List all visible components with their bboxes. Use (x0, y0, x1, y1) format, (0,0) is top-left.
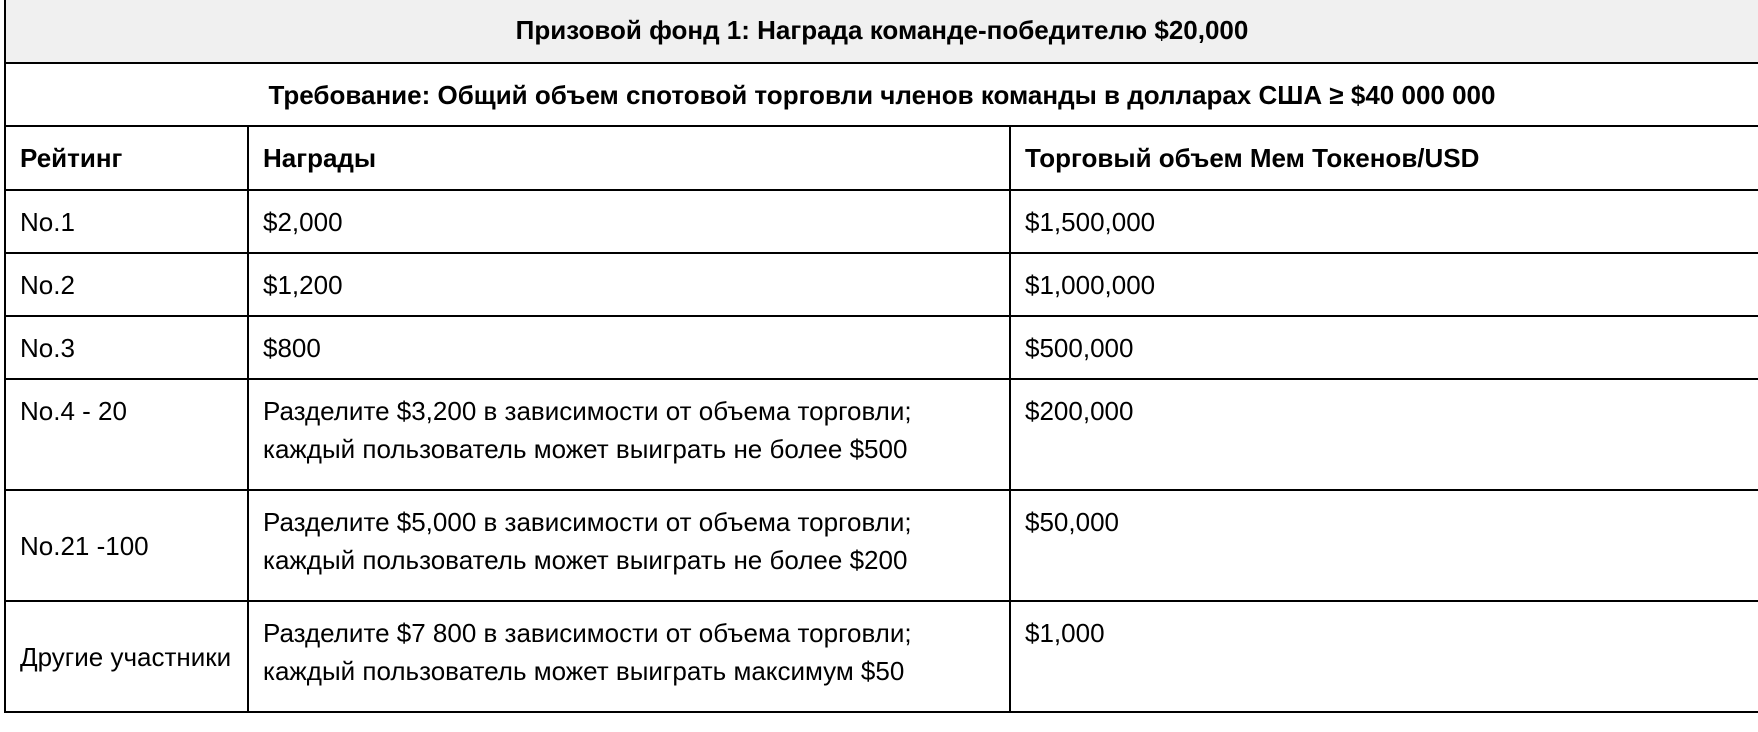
requirement-row (5, 63, 1758, 126)
rank-cell: No.4 - 20 (5, 379, 248, 490)
rank-cell: No.1 (5, 190, 248, 253)
volume-cell: $1,500,000 (1010, 190, 1758, 253)
header-row (5, 126, 1758, 190)
reward-line-2: каждый пользователь может выиграть не более $200 (263, 545, 908, 575)
rank-cell: Другие участники (5, 601, 248, 712)
header-volume: Торговый объем Мем Токенов/USD (1010, 126, 1758, 190)
table-row (5, 316, 1758, 379)
table-row (5, 601, 1758, 712)
reward-cell (248, 379, 1010, 490)
reward-cell: $1,200 (248, 253, 1010, 316)
reward-cell: $2,000 (248, 190, 1010, 253)
reward-cell (248, 490, 1010, 601)
reward-line-2: каждый пользователь может выиграть не более $500 (263, 434, 908, 464)
reward-line-2: каждый пользователь может выиграть максимум $50 (263, 656, 905, 686)
volume-cell: $200,000 (1010, 379, 1758, 490)
rank-cell: No.21 -100 (5, 490, 248, 601)
header-rewards: Награды (248, 126, 1010, 190)
rank-cell: No.3 (5, 316, 248, 379)
title-row (5, 0, 1758, 63)
reward-line-1: Разделите $5,000 в зависимости от объема торговли; (263, 507, 912, 537)
reward-line-1: Разделите $7 800 в зависимости от объема торговли; (263, 618, 912, 648)
reward-cell: $800 (248, 316, 1010, 379)
reward-cell (248, 601, 1010, 712)
table-row (5, 379, 1758, 490)
rank-cell: No.2 (5, 253, 248, 316)
table-row (5, 490, 1758, 601)
volume-cell: $500,000 (1010, 316, 1758, 379)
table-row (5, 253, 1758, 316)
table-row (5, 190, 1758, 253)
volume-cell: $50,000 (1010, 490, 1758, 601)
volume-cell: $1,000,000 (1010, 253, 1758, 316)
reward-line-1: Разделите $3,200 в зависимости от объема торговли; (263, 396, 912, 426)
header-rank: Рейтинг (5, 126, 248, 190)
table-title: Призовой фонд 1: Награда команде-победителю $20,000 (5, 0, 1758, 63)
volume-cell: $1,000 (1010, 601, 1758, 712)
prize-pool-table (4, 0, 1758, 713)
requirement-text: Требование: Общий объем спотовой торговли членов команды в долларах США ≥ $40 000 000 (5, 63, 1758, 126)
